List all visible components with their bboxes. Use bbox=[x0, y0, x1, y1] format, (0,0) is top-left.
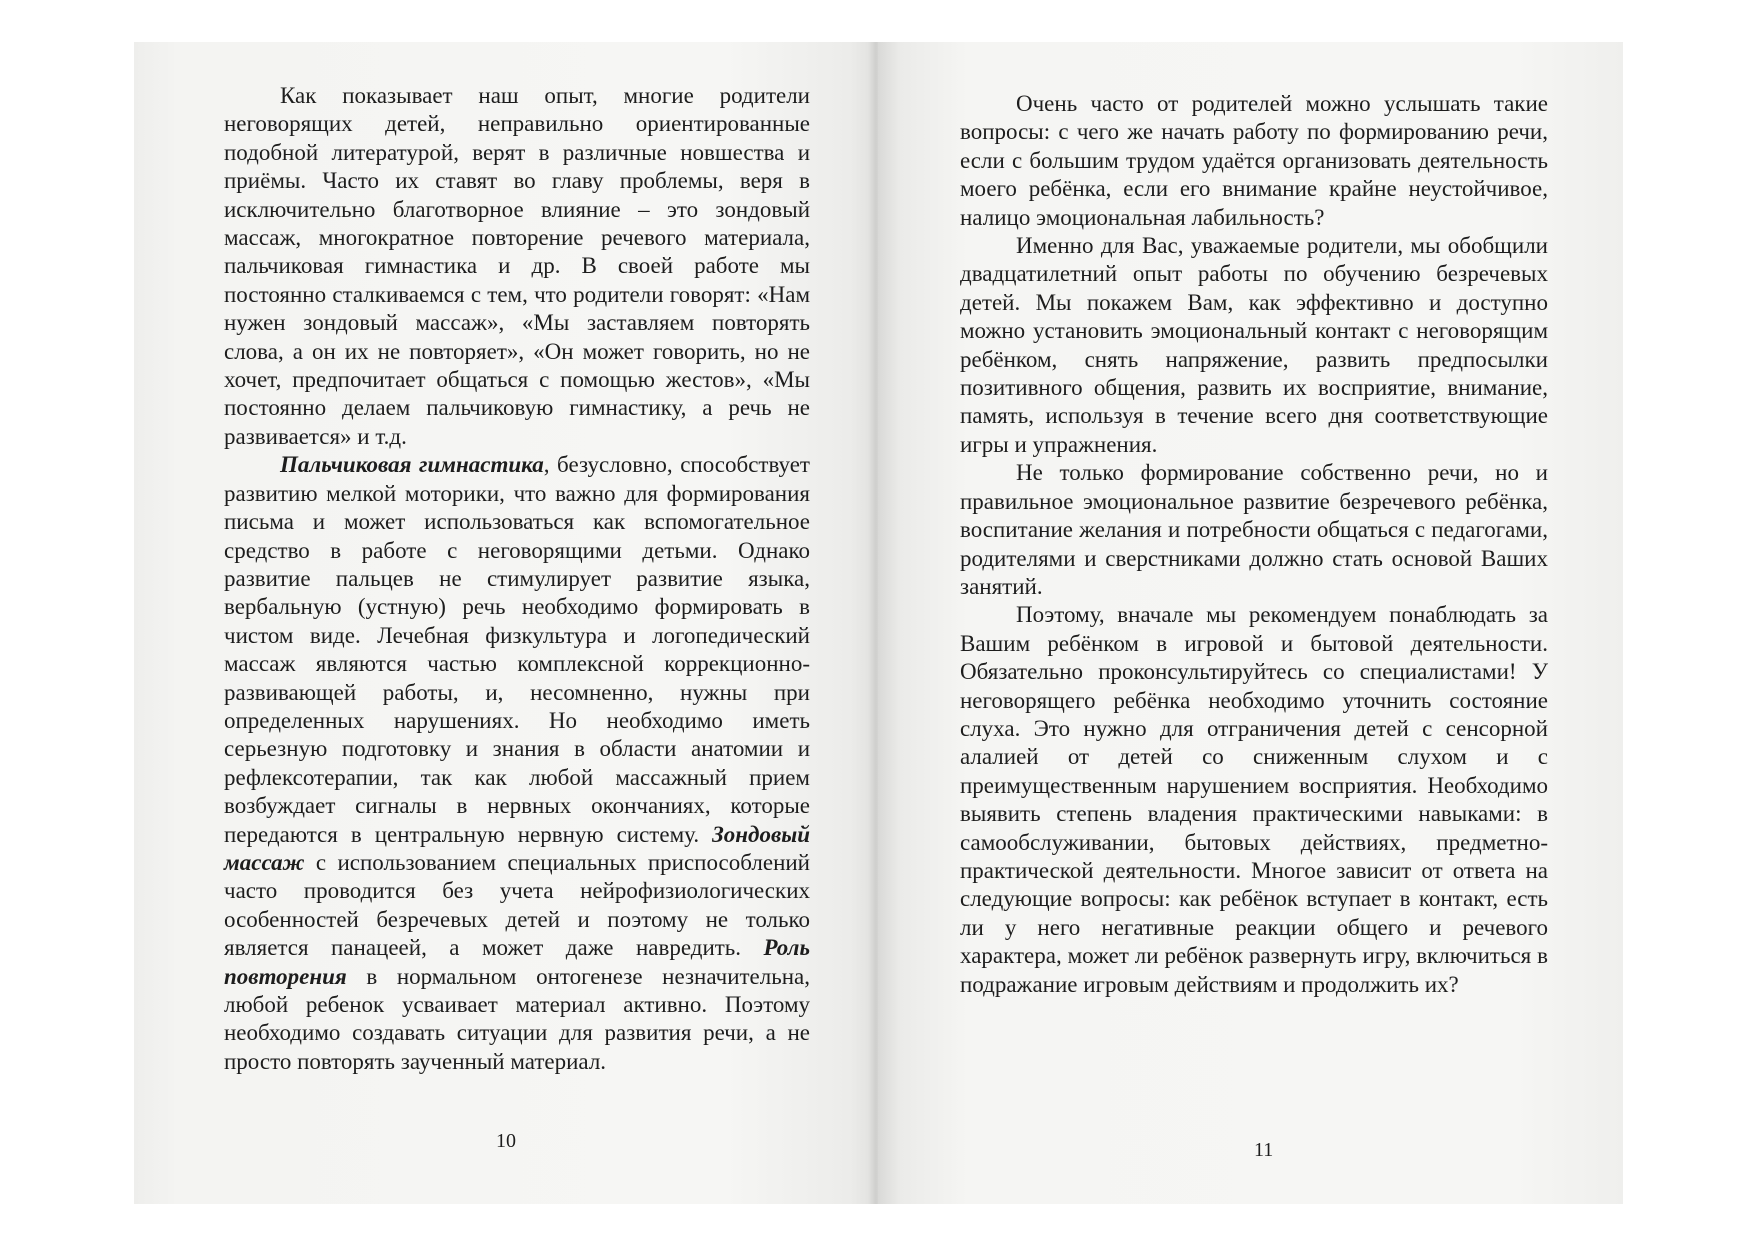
left-page-text bbox=[224, 82, 810, 1076]
page-number-left: 10 bbox=[496, 1130, 516, 1152]
right-paragraph-4 bbox=[960, 601, 1548, 999]
emphasis-term: Зондовый массаж bbox=[224, 821, 810, 875]
right-page bbox=[878, 42, 1623, 1204]
text-run: с использованием специальных приспособлений часто проводится без учета нейрофизиологических особенностей безречевых детей и поэтому не только является панацеей, а может даже навредить. bbox=[224, 849, 810, 961]
emphasis-term: Роль повторения bbox=[224, 935, 810, 989]
text-run: Поэтому, вначале мы рекомендуем понаблюдать за Вашим ребёнком в игровой и бытовой деятельности. Обязательно проконсультируйтесь со специалистами! У неговорящего ребёнка необходимо уточнить состояние слуха. Это нужно для отграничения детей с сенсорной алалией от детей со сниженным слухом и с преимущественным нарушением восприятия. Необходимо выявить степень владения практическими навыками: в самообслуживании, бытовых действиях, предметно-практической деятельности. Многое зависит от ответа на следующие вопросы: как ребёнок вступает в контакт, есть ли у него негативные реакции общего и речевого характера, может ли ребёнок развернуть игру, включиться в подражание игровым действиям и продолжить их? bbox=[960, 602, 1548, 997]
text-run: Не только формирование собственно речи, но и правильное эмоциональное развитие безречевого ребёнка, воспитание желания и потребности общаться с педагогами, родителями и сверстниками должно стать основой Ваших занятий. bbox=[960, 460, 1548, 599]
left-paragraph-1 bbox=[224, 82, 810, 451]
page-number-right: 11 bbox=[1254, 1139, 1274, 1161]
right-paragraph-3 bbox=[960, 459, 1548, 601]
left-page bbox=[134, 42, 872, 1204]
text-run: Как показывает наш опыт, многие родители неговорящих детей, неправильно ориентированные подобной литературой, верят в различные новшества и приёмы. Часто их ставят во главу проблемы, веря в исключительно благотворное влияние – это зондовый массаж, многократное повторение речевого материала, пальчиковая гимнастика и др. В своей работе мы постоянно сталкиваемся с тем, что родители говорят: «Нам нужен зондовый массаж», «Мы заставляем повторять слова, а он их не повторяет», «Он может говорить, но не хочет, предпочитает общаться с помощью жестов», «Мы постоянно делаем пальчиковую гимнастику, а речь не развивается» и т.д. bbox=[224, 83, 810, 449]
text-run: Очень часто от родителей можно услышать такие вопросы: с чего же начать работу по формированию речи, если с большим трудом удаётся организовать деятельность моего ребёнка, если его внимание крайне неустойчивое, налицо эмоциональная лабильность? bbox=[960, 91, 1548, 230]
right-page-text bbox=[960, 90, 1548, 999]
right-paragraph-2 bbox=[960, 232, 1548, 459]
text-run: , безусловно, способствует развитию мелкой моторики, что важно для формирования письма и может использоваться как вспомогательное средство в работе с неговорящими детьми. Однако развитие пальцев не стимулирует развитие языка, вербальную (устную) речь необходимо формировать в чистом виде. Лечебная физкультура и логопедический массаж являются частью комплексной коррекционно-развивающей работы, и, несомненно, нужны при определенных нарушениях. Но необходимо иметь серьезную подготовку и знания в области анатомии и рефлексотерапии, так как любой массажный прием возбуждает сигналы в нервных окончаниях, которые передаются в центральную нервную систему. bbox=[224, 452, 810, 847]
text-run: Именно для Вас, уважаемые родители, мы обобщили двадцатилетний опыт работы по обучению безречевых детей. Мы покажем Вам, как эффективно и доступно можно установить эмоциональный контакт с неговорящим ребёнком, снять напряжение, развить предпосылки позитивного общения, развить их восприятие, внимание, память, используя в течение всего дня соответствующие игры и упражнения. bbox=[960, 233, 1548, 457]
emphasis-term: Пальчиковая гимнастика bbox=[280, 452, 544, 478]
right-paragraph-1 bbox=[960, 90, 1548, 232]
text-run: в нормальном онтогенезе незначительна, любой ребенок усваивает материал активно. Поэтому необходимо создавать ситуации для развития речи, а не просто повторять заученный материал. bbox=[224, 963, 810, 1074]
left-paragraph-2 bbox=[224, 451, 810, 1076]
